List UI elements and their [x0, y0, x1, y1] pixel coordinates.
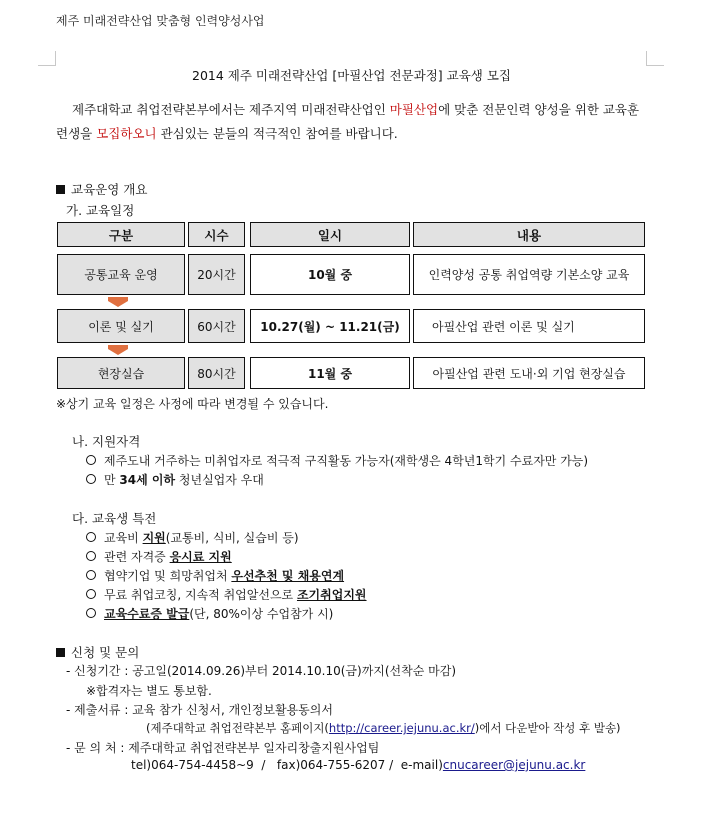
table-row-1-category: 공통교육 운영 — [57, 254, 185, 295]
benefit-text: 무료 취업코칭, 지속적 취업알선으로 — [104, 588, 297, 602]
email-link[interactable]: cnucareer@jejunu.ac.kr — [442, 758, 586, 772]
benefit-text: 교육비 — [104, 531, 143, 545]
table-row-1-date: 10월 중 — [250, 254, 410, 295]
page-corner-mark-left — [38, 51, 56, 66]
table-row-2-hours: 60시간 — [188, 309, 245, 343]
eligibility-text: 청년실업자 우대 — [175, 473, 264, 487]
intro-text: 관심있는 분들의 적극적인 참여를 바랍니다. — [156, 126, 398, 141]
apply-period-label: - 신청기간 : — [66, 664, 133, 678]
highlight-recruit: 모집하오니 — [96, 126, 157, 141]
circle-bullet-icon — [86, 551, 96, 561]
table-row-3-content: 아필산업 관련 도내·외 기업 현장실습 — [413, 357, 645, 389]
benefit-text: (단, 80%이상 수업참가 시) — [189, 607, 334, 621]
benefit-highlight: 조기취업지원 — [296, 588, 367, 602]
subheading-benefits: 다. 교육생 특전 — [72, 511, 157, 526]
document-title: 2014 제주 미래전략산업 [마필산업 전문과정] 교육생 모집 — [192, 68, 511, 83]
circle-bullet-icon — [86, 608, 96, 618]
contact — [66, 739, 379, 756]
table-row-3-hours: 80시간 — [188, 357, 245, 389]
required-docs-value: 교육 참가 신청서, 개인정보활용동의서 — [132, 703, 333, 717]
benefit-item — [86, 605, 333, 622]
eligibility-text: 제주도내 거주하는 미취업자로 적극적 구직활동 가능자(재학생은 4학년1학기 수료자만 가능) — [104, 454, 589, 468]
intro-line-2 — [56, 124, 398, 142]
square-bullet-icon — [56, 648, 65, 657]
table-row-3-category: 현장실습 — [57, 357, 185, 389]
eligibility-text: 만 — [104, 473, 120, 487]
table-header-date: 일시 — [250, 222, 410, 247]
circle-bullet-icon — [86, 455, 96, 465]
down-arrow-icon — [108, 345, 128, 355]
apply-period-value: 공고일(2014.09.26)부터 2014.10.10(금)까지(선착순 마감) — [132, 664, 457, 678]
intro-line-1 — [72, 100, 639, 118]
intro-text: 제주대학교 취업전략본부에서는 제주지역 미래전략산업인 — [72, 102, 390, 117]
intro-text: 에 맞춘 전문인력 양성을 위한 교육훈 — [438, 102, 640, 117]
highlight-industry: 마필산업 — [389, 102, 439, 117]
apply-period — [66, 662, 456, 679]
down-arrow-icon — [108, 297, 128, 307]
required-docs-label: - 제출서류 : — [66, 703, 133, 717]
eligibility-age: 34세 이하 — [119, 473, 176, 487]
intro-text: 련생을 — [56, 126, 97, 141]
circle-bullet-icon — [86, 570, 96, 580]
benefit-item — [86, 548, 232, 565]
benefit-highlight: 교육수료증 발급 — [104, 607, 190, 621]
benefit-text: (교통비, 식비, 실습비 등) — [165, 531, 299, 545]
required-docs — [66, 701, 333, 718]
schedule-note: ※상기 교육 일정은 사정에 따라 변경될 수 있습니다. — [56, 397, 329, 411]
apply-period-note: ※합격자는 별도 통보함. — [86, 684, 212, 698]
homepage-link[interactable]: http://career.jejunu.ac.kr/ — [328, 721, 475, 735]
benefit-item — [86, 586, 367, 603]
table-row-2-content: 아필산업 관련 이론 및 실기 — [413, 309, 645, 343]
table-header-hours: 시수 — [188, 222, 245, 247]
subheading-schedule: 가. 교육일정 — [66, 203, 135, 218]
table-row-2-category: 이론 및 실기 — [57, 309, 185, 343]
contact-value: 제주대학교 취업전략본부 일자리창출지원사업팀 — [128, 741, 380, 755]
docs-note-text: )에서 다운받아 작성 후 발송) — [474, 721, 621, 735]
circle-bullet-icon — [86, 474, 96, 484]
eligibility-item — [86, 452, 588, 469]
subheading-eligibility: 나. 지원자격 — [72, 434, 141, 449]
contact-label: - 문 의 처 : — [66, 741, 129, 755]
benefit-text: 협약기업 및 희망취업처 — [104, 569, 232, 583]
circle-bullet-icon — [86, 532, 96, 542]
contact-phone-fax: tel)064-754-4458~9 / fax)064-755-6207 / e-mail) — [131, 758, 443, 772]
benefit-highlight: 응시료 지원 — [169, 550, 232, 564]
benefit-item — [86, 567, 344, 584]
section-heading-text: 신청 및 문의 — [71, 645, 140, 660]
eligibility-item — [86, 471, 264, 488]
table-row-2-date: 10.27(월) ~ 11.21(금) — [250, 309, 410, 343]
square-bullet-icon — [56, 185, 65, 194]
benefit-highlight: 지원 — [142, 531, 166, 545]
section-heading-apply — [56, 643, 139, 661]
circle-bullet-icon — [86, 589, 96, 599]
section-heading-text: 교육운영 개요 — [71, 182, 148, 197]
table-row-1-hours: 20시간 — [188, 254, 245, 295]
benefit-highlight: 우선추천 및 채용연계 — [231, 569, 345, 583]
table-header-category: 구분 — [57, 222, 185, 247]
docs-note-text: (제주대학교 취업전략본부 홈페이지( — [146, 721, 329, 735]
table-header-content: 내용 — [413, 222, 645, 247]
section-heading-overview — [56, 180, 147, 198]
benefit-item — [86, 529, 299, 546]
page-corner-mark-right — [646, 51, 664, 66]
table-row-3-date: 11월 중 — [250, 357, 410, 389]
required-docs-note — [146, 720, 621, 736]
benefit-text: 관련 자격증 — [104, 550, 170, 564]
header-org-title: 제주 미래전략산업 맞춤형 인력양성사업 — [56, 14, 265, 28]
contact-details — [131, 758, 585, 772]
table-row-1-content: 인력양성 공통 취업역량 기본소양 교육 — [413, 254, 645, 295]
